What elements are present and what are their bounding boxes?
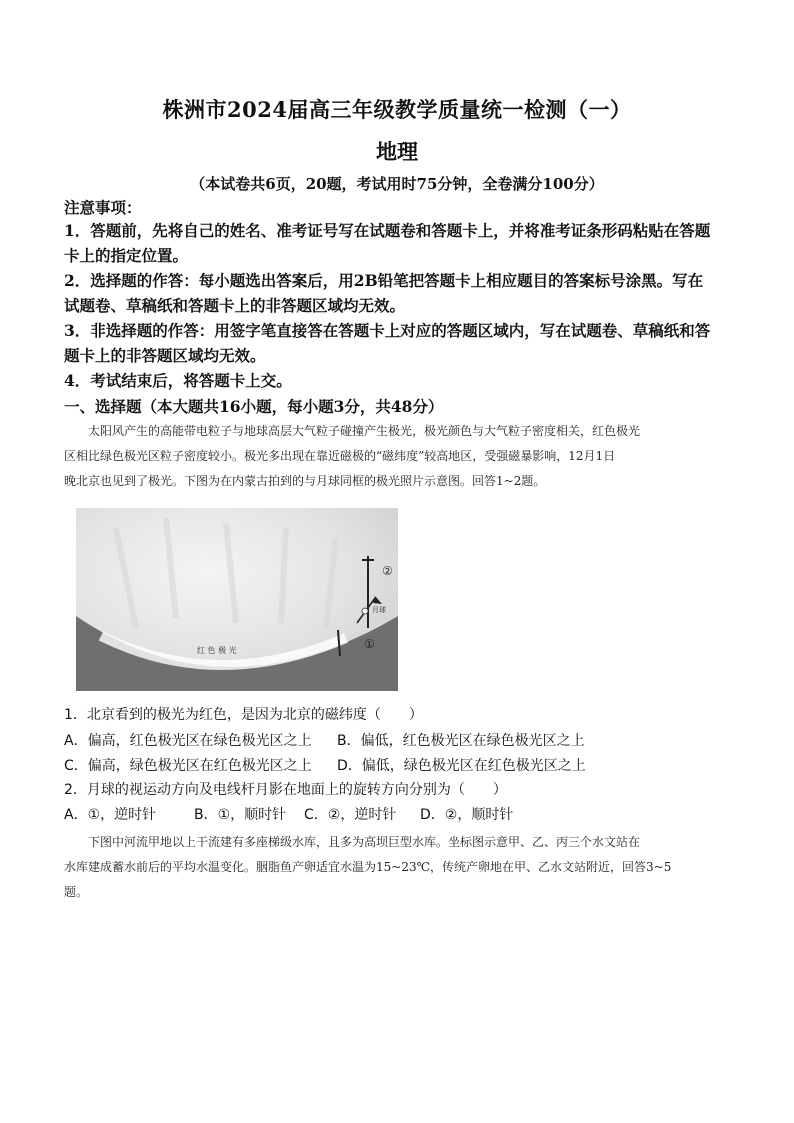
subject-title: 地理 [376, 139, 418, 164]
note-line: 2．选择题的作答：每小题选出答案后，用2B铅笔把答题卡上相应题目的答案标号涂黑。写在 [64, 271, 704, 290]
q2-option-d[interactable]: D．②，顺时针 [420, 807, 514, 823]
note-line: 1．答题前，先将自己的姓名、准考证号写在试题卷和答题卡上，并将准考证条形码粘贴在答题 [64, 221, 711, 240]
notes-heading: 注意事项： [64, 198, 142, 217]
label-circle-2: ② [382, 564, 393, 578]
exam-meta: （本试卷共6页，20题，考试用时75分钟，全卷满分100分） [190, 175, 604, 193]
passage-line: 区相比绿色极光区粒子密度较小。极光多出现在靠近磁极的“磁纬度”较高地区，受强磁暴影响，12月1日 [64, 449, 616, 463]
q1-option-b[interactable]: B．偏低，红色极光区在绿色极光区之上 [337, 733, 585, 749]
passage-line: 题。 [64, 885, 89, 899]
note-line: 3．非选择题的作答：用签字笔直接答在答题卡上对应的答题区域内，写在试题卷、草稿纸和答 [64, 321, 711, 340]
label-aurora: 红 色 极 光 [197, 646, 237, 655]
q2-option-c[interactable]: C．②，逆时针 [304, 807, 397, 823]
passage-line: 太阳风产生的高能带电粒子与地球高层大气粒子碰撞产生极光，极光颜色与大气粒子密度相关，红色极光 [88, 424, 641, 438]
moon-icon [362, 608, 368, 614]
q2-option-a[interactable]: A．①，逆时针 [64, 807, 157, 823]
note-line: 试题卷、草稿纸和答题卡上的非答题区域均无效。 [64, 296, 406, 315]
q1-option-a[interactable]: A．偏高，红色极光区在绿色极光区之上 [64, 733, 312, 749]
passage-line: 下图中河流甲地以上干流建有多座梯级水库，且多为高坝巨型水库。坐标图示意甲、乙、丙三个水文站在 [88, 835, 641, 849]
note-line: 4．考试结束后，将答题卡上交。 [64, 371, 292, 390]
q1-option-d[interactable]: D．偏低，绿色极光区在红色极光区之上 [337, 758, 586, 774]
question-2-stem: 2．月球的视运动方向及电线杆月影在地面上的旋转方向分别为（ ） [64, 782, 507, 798]
note-line: 题卡上的非答题区域均无效。 [64, 346, 266, 365]
aurora-photo-figure [76, 508, 398, 691]
label-circle-1: ① [364, 637, 375, 651]
passage-line: 晚北京也见到了极光。下图为在内蒙古拍到的与月球同框的极光照片示意图。回答1~2题。 [64, 474, 546, 488]
section-heading: 一、选择题（本大题共16小题，每小题3分，共48分） [64, 397, 444, 416]
q2-option-b[interactable]: B．①，顺时针 [194, 807, 287, 823]
note-line: 卡上的指定位置。 [64, 246, 189, 265]
question-1-stem: 1．北京看到的极光为红色，是因为北京的磁纬度（ ） [64, 707, 423, 723]
exam-title: 株洲市2024届高三年级教学质量统一检测（一） [162, 97, 632, 122]
q1-option-c[interactable]: C．偏高，绿色极光区在红色极光区之上 [64, 758, 312, 774]
passage-line: 水库建成蓄水前后的平均水温变化。胭脂鱼产卵适宜水温为15~23℃，传统产卵地在甲、乙水文站附近，回答3~5 [64, 860, 672, 874]
label-moon: 月球 [372, 606, 386, 614]
